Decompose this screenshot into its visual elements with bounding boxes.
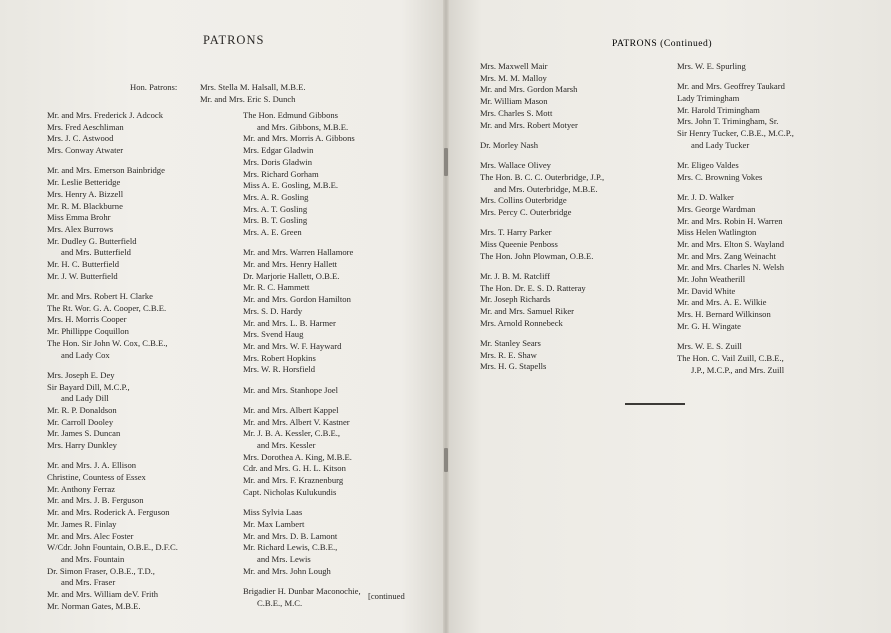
patron-name: Mr. and Mrs. D. B. Lamont [243, 530, 338, 541]
patron-name: and Mrs. Fountain [61, 553, 125, 564]
patron-name: J.P., M.C.P., and Mrs. Zuill [691, 364, 785, 375]
right-page [446, 0, 891, 633]
patron-name: Mrs. A. T. Gosling [243, 203, 308, 214]
patron-name: Mrs. A. R. Gosling [243, 191, 309, 202]
patron-name: Mr. Joseph Richards [480, 294, 551, 305]
patron-name: Mr. R. M. Blackburne [47, 200, 123, 211]
patron-column-right-2 [677, 61, 794, 376]
patron-name: Miss Sylvia Laas [243, 507, 303, 518]
patron-name: Mr. and Mrs. Warren Hallamore [243, 247, 354, 258]
patron-name: Mrs. Henry A. Bizzell [47, 188, 124, 199]
patron-name: Mr. Anthony Ferraz [47, 483, 116, 494]
group-spacer [677, 333, 794, 342]
patron-name: Mr. James S. Duncan [47, 428, 121, 439]
section-rule [625, 403, 685, 405]
patron-name: Miss Queenie Penboss [480, 238, 558, 249]
group-spacer [243, 376, 361, 385]
patron-name: Mr. and Mrs. Roderick A. Ferguson [47, 507, 170, 518]
patron-name: Mr. and Mrs. F. Kraznenburg [243, 475, 344, 486]
patron-name: Mr. and Mrs. L. B. Harmer [243, 317, 336, 328]
patron-name: and Mrs. Kessler [257, 440, 316, 451]
patron-name: Mrs. H. Morris Cooper [47, 314, 127, 325]
patron-name: Mr. and Mrs. Elton S. Wayland [677, 238, 785, 249]
patron-name: Mrs. John T. Trimingham, Sr. [677, 116, 779, 127]
patron-name: Mrs. Fred Aeschliman [47, 121, 124, 132]
patron-name: Mr. J. B. A. Kessler, C.B.E., [243, 428, 341, 439]
patron-name: and Mrs. Gibbons, M.B.E. [257, 121, 349, 132]
patron-name: Mr. and Mrs. John Lough [243, 565, 331, 576]
patron-name: Mr. William Mason [480, 96, 548, 107]
patron-name: Mrs. W. E. S. Zuill [677, 341, 742, 352]
patron-name: Mr. and Mrs. Charles N. Welsh [677, 262, 785, 273]
patron-name: Mrs. Harry Dunkley [47, 440, 117, 451]
patron-name: and Mrs. Outerbridge, M.B.E. [494, 183, 598, 194]
patron-name: Mr. and Mrs. Robin H. Warren [677, 215, 783, 226]
patron-name: Mr. and Mrs. Robert H. Clarke [47, 291, 153, 302]
group-spacer [480, 152, 604, 161]
patron-name: Mrs. Percy C. Outerbridge [480, 206, 572, 217]
patron-name: Mr. J. W. Butterfield [47, 270, 118, 281]
patron-name: Dr. Morley Nash [480, 139, 538, 150]
patron-name: Mrs. B. T. Gosling [243, 215, 308, 226]
patron-name: Mr. and Mrs. J. A. Ellison [47, 460, 137, 471]
patron-name: Mr. Leslie Betteridge [47, 177, 121, 188]
patron-name: and Mrs. Lewis [257, 553, 311, 564]
hon-patron: Mrs. Stella M. Halsall, M.B.E. [200, 82, 306, 92]
patron-name: The Hon. Dr. E. S. D. Ratteray [480, 282, 586, 293]
patron-name: Brigadier H. Dunbar Maconochie, [243, 585, 361, 596]
patron-name: Mr. G. H. Wingate [677, 320, 741, 331]
patron-name: W/Cdr. John Fountain, O.B.E., D.F.C. [47, 542, 178, 553]
group-spacer [677, 73, 794, 82]
page-title: PATRONS [203, 33, 265, 47]
group-spacer [480, 131, 604, 140]
patron-name: Mrs. M. M. Malloy [480, 72, 547, 83]
patron-name: Mrs. Dorothea A. King, M.B.E. [243, 451, 352, 462]
group-spacer [47, 361, 178, 370]
patron-name: Mr. H. C. Butterfield [47, 259, 120, 270]
patron-name: Mrs. W. E. Spurling [677, 61, 746, 71]
patron-name: Mr. J. D. Walker [677, 192, 734, 203]
patron-name: Mrs. A. E. Green [243, 227, 302, 238]
patron-name: Mrs. Robert Hopkins [243, 352, 316, 363]
patron-name: Mr. Stanley Sears [480, 338, 541, 349]
patron-name: Sir Henry Tucker, C.B.E., M.C.P., [677, 128, 794, 139]
patron-name: The Hon. C. Vail Zuill, C.B.E., [677, 352, 784, 363]
patron-name: Mrs. T. Harry Parker [480, 227, 552, 238]
patron-name: Miss Helen Watlington [677, 227, 757, 238]
patron-name: Mr. Max Lambert [243, 518, 305, 529]
patron-name: Mr. and Mrs. J. B. Ferguson [47, 495, 144, 506]
patron-name: and Lady Tucker [691, 139, 750, 150]
patron-name: Cdr. and Mrs. G. H. L. Kitson [243, 463, 346, 474]
group-spacer [677, 152, 794, 161]
patron-name: Mr. and Mrs. William deV. Frith [47, 589, 159, 600]
patron-name: Mr. J. B. M. Ratcliff [480, 270, 551, 281]
patron-name: Mr. and Mrs. Zang Weinacht [677, 250, 776, 261]
patron-name: Mr. and Mrs. Albert V. Kastner [243, 416, 350, 427]
patron-column-left-1 [47, 110, 178, 613]
group-spacer [243, 499, 361, 508]
patron-name: Mrs. Joseph E. Dey [47, 369, 115, 380]
patron-name: Mr. and Mrs. W. F. Hayward [243, 340, 342, 351]
patron-name: Dr. Marjorie Hallett, O.B.E. [243, 270, 340, 281]
patron-name: Mrs. Richard Gorham [243, 168, 319, 179]
patron-name: Mrs. C. Browning Vokes [677, 171, 763, 182]
patron-name: Mr. and Mrs. Gordon Marsh [480, 84, 578, 95]
patron-name: Mrs. S. D. Hardy [243, 305, 303, 316]
patron-name: Mr. and Mrs. Frederick J. Adcock [47, 110, 163, 120]
patron-name: The Hon. Edmund Gibbons [243, 110, 339, 120]
patron-name: Mrs. Collins Outerbridge [480, 195, 567, 206]
patron-name: Mrs. Doris Gladwin [243, 156, 312, 167]
group-spacer [243, 239, 361, 248]
group-spacer [47, 282, 178, 291]
patron-name: Mr. and Mrs. Robert Motyer [480, 119, 578, 130]
patron-name: Mr. Richard Lewis, C.B.E., [243, 542, 338, 553]
patron-name: Mr. R. P. Donaldson [47, 404, 117, 415]
patron-name: Mr. and Mrs. Alec Foster [47, 530, 134, 541]
binding-stitch [444, 148, 448, 176]
patron-name: Mr. and Mrs. A. E. Wilkie [677, 297, 767, 308]
group-spacer [47, 452, 178, 461]
patron-name: The Hon. Sir John W. Cox, C.B.E., [47, 337, 168, 348]
group-spacer [47, 157, 178, 166]
patron-name: Mr. John Weatherill [677, 274, 746, 285]
patron-name: Mr. Phillippe Coquillon [47, 326, 129, 337]
patron-name: Mr. and Mrs. Morris A. Gibbons [243, 133, 355, 144]
patron-column-left-2 [243, 110, 361, 609]
patron-name: Mr. Dudley G. Butterfield [47, 235, 137, 246]
patron-name: Capt. Nicholas Kulukundis [243, 486, 337, 497]
patron-name: Mr. and Mrs. Samuel Riker [480, 306, 575, 317]
patron-name: Mr. and Mrs. Albert Kappel [243, 404, 339, 415]
patron-name: Mr. Harold Trimingham [677, 104, 760, 115]
patron-name: Christine, Countess of Essex [47, 472, 146, 483]
patron-name: Mr. and Mrs. Gordon Hamilton [243, 294, 351, 305]
patron-name: The Hon. John Plowman, O.B.E. [480, 250, 594, 261]
group-spacer [480, 262, 604, 271]
group-spacer [480, 219, 604, 228]
hon-patrons-list [200, 82, 306, 105]
patron-name: Mr. R. C. Hammett [243, 282, 310, 293]
patron-name: and Mrs. Fraser [61, 577, 116, 588]
patron-name: Mr. Carroll Dooley [47, 416, 114, 427]
patron-name: Mrs. H. G. Stapells [480, 361, 547, 372]
patron-name: Dr. Simon Fraser, O.B.E., T.D., [47, 565, 155, 576]
patron-name: Mrs. Charles S. Mott [480, 107, 553, 118]
patron-name: Mrs. J. C. Astwood [47, 133, 114, 144]
patron-name: Mr. Eligeo Valdes [677, 160, 739, 171]
patron-name: and Mrs. Butterfield [61, 247, 131, 258]
patron-name: Mr. and Mrs. Henry Hallett [243, 259, 338, 270]
patron-name: The Hon. B. C. C. Outerbridge, J.P., [480, 171, 605, 182]
patron-name: Lady Trimingham [677, 93, 740, 103]
page-title-continued: PATRONS (Continued) [612, 38, 713, 49]
patron-name: Mrs. R. E. Shaw [480, 349, 537, 360]
patron-name: Mr. and Mrs. Geoffrey Taukard [677, 81, 785, 92]
patron-name: Mrs. Arnold Ronnebeck [480, 317, 563, 328]
patron-name: Mrs. Maxwell Mair [480, 61, 548, 71]
patron-name: Mrs. Conway Atwater [47, 145, 124, 156]
group-spacer [243, 396, 361, 405]
patron-name: Mrs. W. R. Horsfield [243, 364, 316, 375]
continued-note: [continued [368, 591, 405, 601]
patron-name: Sir Bayard Dill, M.C.P., [47, 381, 130, 392]
patron-name: Mr. James R. Finlay [47, 518, 117, 529]
patron-name: The Rt. Wor. G. A. Cooper, C.B.E. [47, 302, 167, 313]
group-spacer [677, 184, 794, 193]
book-spine [443, 0, 449, 633]
patron-name: Mrs. Edgar Gladwin [243, 145, 314, 156]
patron-name: Mr. and Mrs. Emerson Bainbridge [47, 165, 165, 176]
patron-column-right-1 [480, 61, 604, 373]
patron-name: Mrs. Svend Haug [243, 329, 304, 340]
patron-name: Mrs. Alex Burrows [47, 223, 114, 234]
patron-name: C.B.E., M.C. [257, 597, 303, 608]
patron-name: and Lady Dill [61, 393, 109, 404]
hon-patron: Mr. and Mrs. Eric S. Dunch [200, 93, 296, 104]
patron-name: Mrs. Wallace Olivey [480, 160, 551, 171]
group-spacer [480, 329, 604, 338]
patron-name: Mr. and Mrs. Stanhope Joel [243, 384, 339, 395]
patron-name: Mrs. H. Bernard Wilkinson [677, 309, 771, 320]
patron-name: Mr. David White [677, 285, 736, 296]
patron-name: and Lady Cox [61, 349, 110, 360]
patron-name: Mrs. George Wardman [677, 203, 756, 214]
patron-name: Miss Emma Brohr [47, 212, 111, 223]
patron-name: Mr. Norman Gates, M.B.E. [47, 600, 141, 611]
binding-stitch [444, 448, 448, 472]
patron-name: Miss A. E. Gosling, M.B.E. [243, 180, 339, 191]
group-spacer [243, 577, 361, 586]
hon-patrons-label: Hon. Patrons: [130, 82, 178, 92]
